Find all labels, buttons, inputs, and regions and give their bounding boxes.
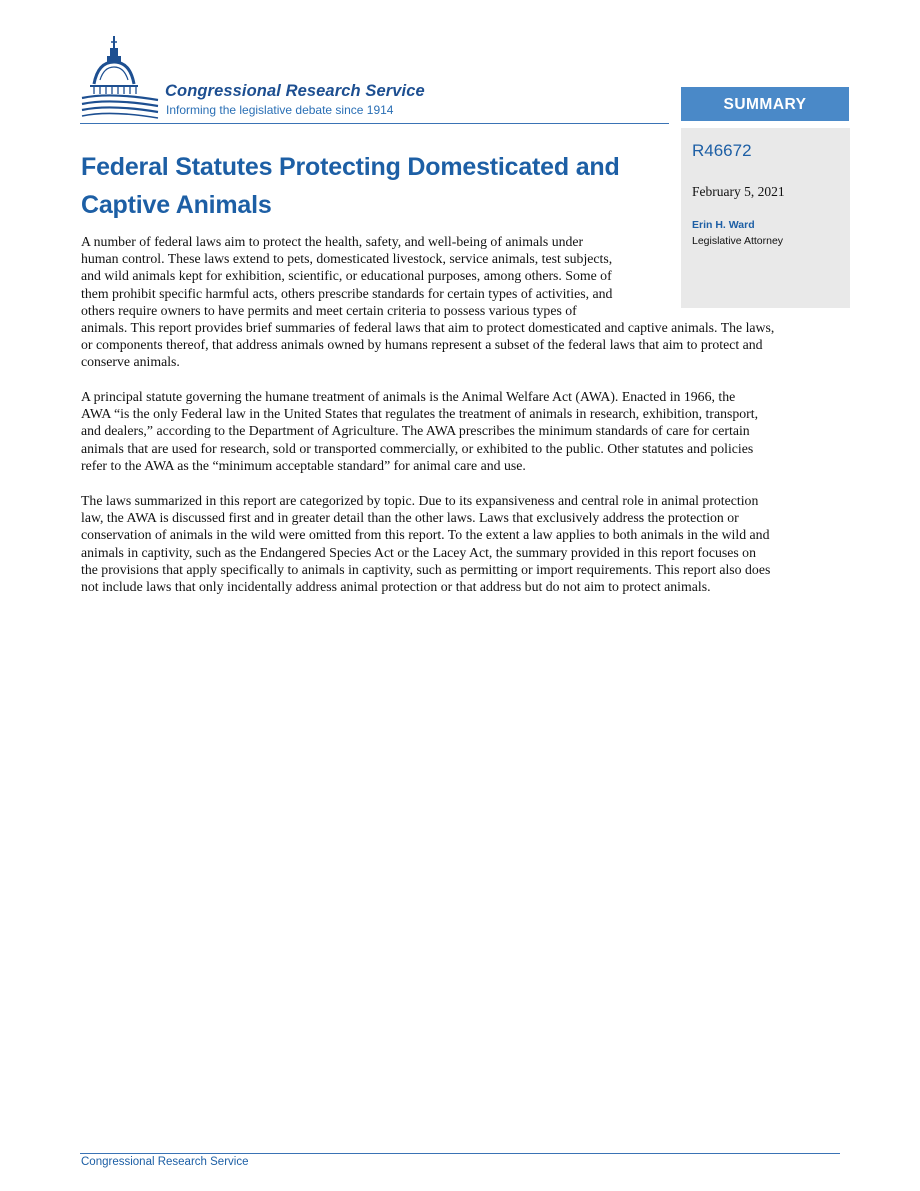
- org-tagline: Informing the legislative debate since 1914: [166, 103, 394, 117]
- text-line: them prohibit specific harmful acts, others prescribe standards for certain types of activities, and: [81, 285, 613, 301]
- footer-divider: [80, 1153, 840, 1154]
- header-divider: [80, 123, 669, 124]
- text-line: conservation of animals in the wild were omitted from this report. To the extent a law applies to both animals in the wild and: [81, 527, 770, 543]
- text-line: The laws summarized in this report are categorized by topic. Due to its expansiveness and central role in animal protection: [81, 493, 759, 508]
- footer-org-name: Congressional Research Service: [81, 1156, 249, 1168]
- document-title: [81, 148, 671, 224]
- text-line: refer to the AWA as the “minimum acceptable standard” for animal care and use.: [81, 457, 526, 473]
- text-line: the provisions that apply specifically to animals in captivity, such as permitting or import requirements. This report also does: [81, 561, 771, 577]
- text-line: and dealers,” according to the Department of Agriculture. The AWA prescribes the minimum standards of care for certain: [81, 423, 750, 439]
- report-number: R46672: [692, 141, 752, 160]
- title-line-1: Federal Statutes Protecting Domesticated and: [81, 153, 620, 181]
- text-line: or components thereof, that address animals owned by humans represent a subset of the federal laws that aim to protect and: [81, 337, 763, 353]
- text-line: conserve animals.: [81, 354, 180, 370]
- text-line: human control. These laws extend to pets, domesticated livestock, service animals, test subjects,: [81, 251, 613, 267]
- text-line: animals in captivity, such as the Endangered Species Act or the Lacey Act, the summary provided in this report focuses on: [81, 544, 756, 560]
- summary-tab: SUMMARY: [681, 87, 849, 121]
- author-title: Legislative Attorney: [692, 235, 784, 247]
- text-line: A principal statute governing the humane treatment of animals is the Animal Welfare Act (AWA). Enacted in 1966, the: [81, 389, 736, 404]
- text-line: not include laws that only incidentally address animal protection or that address but do not aim to protect animals.: [81, 579, 711, 595]
- report-date: February 5, 2021: [692, 184, 785, 199]
- text-line: others require owners to have permits and meet certain criteria to possess various types of: [81, 302, 577, 318]
- paragraph-awa: [81, 388, 758, 474]
- capitol-dome-logo-icon: [80, 34, 160, 120]
- author-name: Erin H. Ward: [692, 219, 755, 231]
- text-line: AWA “is the only Federal law in the United States that regulates the treatment of animals in research, exhibition, transport,: [81, 406, 759, 422]
- text-line: animals. This report provides brief summaries of federal laws that aim to protect domesticated and captive animals. The laws,: [81, 320, 775, 336]
- text-line: animals that are used for research, sold or transported commercially, or exhibited to the public. Other statutes and policies: [81, 440, 754, 456]
- org-name: Congressional Research Service: [165, 82, 425, 100]
- text-line: A number of federal laws aim to protect the health, safety, and well-being of animals under: [81, 234, 584, 249]
- paragraph-scope: [81, 492, 770, 595]
- text-line: and wild animals kept for exhibition, scientific, or educational purposes, among others. Some of: [81, 268, 612, 284]
- title-line-2: Captive Animals: [81, 191, 272, 219]
- paragraph-intro: [81, 233, 774, 371]
- text-line: law, the AWA is discussed first and in greater detail than the other laws. Laws that exclusively address the protection or: [81, 510, 739, 526]
